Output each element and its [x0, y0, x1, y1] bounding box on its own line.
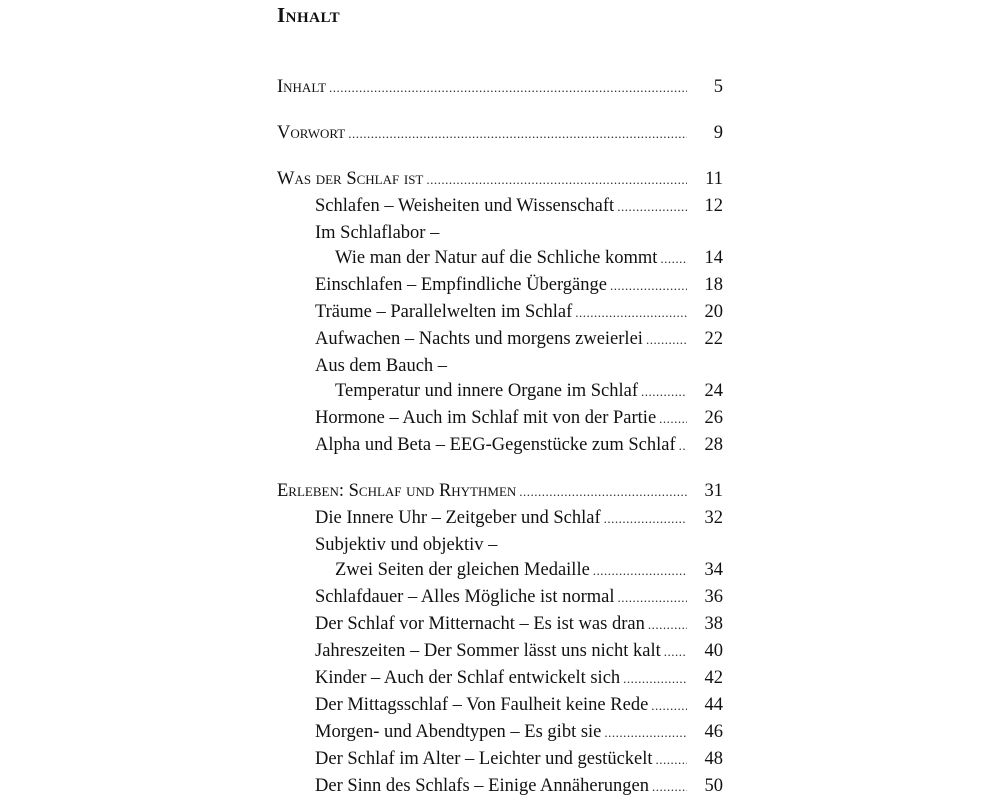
toc-page-number: 38 — [704, 614, 723, 634]
leader-dots — [618, 584, 687, 611]
toc-entry[interactable] — [277, 746, 723, 773]
leader-dots — [656, 746, 687, 773]
toc-entry[interactable] — [277, 611, 723, 638]
toc-entry-label: Der Sinn des Schlafs – Einige Annäherungen — [315, 776, 649, 796]
toc-entry-label: Wie man der Natur auf die Schliche kommt — [335, 248, 658, 268]
toc-page-number: 11 — [705, 169, 723, 189]
toc-entry-label: Einschlafen – Empfindliche Übergänge — [315, 275, 607, 295]
toc-entry-label: Aufwachen – Nachts und morgens zweierlei — [315, 329, 643, 349]
toc-entry-label: Hormone – Auch im Schlaf mit von der Partie — [315, 408, 657, 428]
toc-page-number: 32 — [704, 508, 723, 528]
toc-chapter-2[interactable] — [277, 478, 723, 505]
leader-dots — [679, 432, 687, 459]
toc-page-number: 14 — [704, 248, 723, 268]
toc-entry[interactable] — [277, 353, 723, 405]
toc-entry[interactable] — [277, 272, 723, 299]
leader-dots — [659, 405, 687, 432]
toc-page-number: 20 — [704, 302, 723, 322]
toc-page-number: 50 — [704, 776, 723, 796]
toc-chapter-1[interactable] — [277, 166, 723, 193]
table-of-contents — [277, 74, 723, 800]
toc-entry[interactable] — [277, 665, 723, 692]
toc-page-number: 24 — [704, 381, 723, 401]
toc-entry[interactable] — [277, 773, 723, 800]
toc-page-number: 40 — [704, 641, 723, 661]
toc-page-number: 34 — [704, 560, 723, 580]
toc-page-number: 5 — [713, 77, 723, 97]
toc-entry[interactable] — [277, 432, 723, 459]
toc-page-number: 18 — [704, 275, 723, 295]
toc-page-number: 48 — [704, 749, 723, 769]
leader-dots — [604, 719, 687, 746]
toc-page-number: 42 — [704, 668, 723, 688]
toc-page-number: 12 — [704, 196, 723, 216]
toc-entry-label: Temperatur und innere Organe im Schlaf — [335, 381, 638, 401]
toc-entry[interactable] — [277, 638, 723, 665]
toc-entry[interactable] — [277, 193, 723, 220]
page-title: Inhalt — [277, 3, 341, 27]
leader-dots — [575, 299, 687, 326]
toc-chapter-label: Was der Schlaf ist — [277, 169, 424, 189]
leader-dots — [646, 326, 687, 353]
toc-entry-label: Schlafdauer – Alles Mögliche ist normal — [315, 587, 615, 607]
toc-entry[interactable] — [277, 326, 723, 353]
toc-entry[interactable] — [277, 299, 723, 326]
toc-page-number: 36 — [704, 587, 723, 607]
toc-page-number: 46 — [704, 722, 723, 742]
toc-page-number: 9 — [713, 123, 723, 143]
toc-entry-label: Jahreszeiten – Der Sommer lässt uns nicht kalt — [315, 641, 661, 661]
toc-entry[interactable] — [277, 719, 723, 746]
toc-entry-label: Zwei Seiten der gleichen Medaille — [335, 560, 590, 580]
toc-page-number: 31 — [704, 481, 723, 501]
leader-dots — [519, 478, 687, 505]
toc-entry-label: Der Schlaf vor Mitternacht – Es ist was dran — [315, 614, 645, 634]
toc-entry-label: Alpha und Beta – EEG-Gegenstücke zum Schlaf — [315, 435, 676, 455]
leader-dots — [623, 665, 687, 692]
toc-entry[interactable] — [277, 532, 723, 584]
leader-dots — [652, 773, 687, 800]
toc-page-number: 44 — [704, 695, 723, 715]
leader-dots — [664, 638, 687, 665]
toc-entry-label: Schlafen – Weisheiten und Wissenschaft — [315, 196, 615, 216]
leader-dots — [348, 120, 687, 147]
leader-dots — [648, 611, 687, 638]
toc-entry-label: Vorwort — [277, 123, 346, 143]
toc-page-number: 28 — [704, 435, 723, 455]
leader-dots — [617, 193, 687, 220]
toc-entry[interactable] — [277, 505, 723, 532]
toc-entry-label: Träume – Parallelwelten im Schlaf — [315, 302, 573, 322]
leader-dots — [329, 74, 687, 101]
toc-entry[interactable] — [277, 405, 723, 432]
toc-entry-label: Morgen- und Abendtypen – Es gibt sie — [315, 722, 602, 742]
leader-dots — [660, 245, 687, 272]
toc-entry-label: Der Schlaf im Alter – Leichter und gestückelt — [315, 749, 653, 769]
leader-dots — [604, 505, 687, 532]
leader-dots — [610, 272, 687, 299]
leader-dots — [593, 557, 687, 584]
toc-entry-inhalt[interactable] — [277, 74, 723, 101]
toc-page-number: 22 — [704, 329, 723, 349]
toc-entry-label: Inhalt — [277, 77, 327, 97]
toc-entry-label: Kinder – Auch der Schlaf entwickelt sich — [315, 668, 621, 688]
toc-entry[interactable] — [277, 584, 723, 611]
toc-entry-first-line: Aus dem Bauch – — [315, 356, 448, 376]
leader-dots — [651, 692, 687, 719]
toc-entry[interactable] — [277, 220, 723, 272]
toc-entry-label: Die Innere Uhr – Zeitgeber und Schlaf — [315, 508, 601, 528]
leader-dots — [641, 378, 687, 405]
toc-entry-first-line: Subjektiv und objektiv – — [315, 535, 498, 555]
toc-page-number: 26 — [704, 408, 723, 428]
leader-dots — [426, 166, 687, 193]
toc-entry[interactable] — [277, 692, 723, 719]
toc-entry-first-line: Im Schlaflabor – — [315, 223, 440, 243]
toc-entry-label: Der Mittagsschlaf – Von Faulheit keine Rede — [315, 695, 649, 715]
toc-chapter-label: Erleben: Schlaf und Rhythmen — [277, 481, 517, 501]
toc-entry-vorwort[interactable] — [277, 120, 723, 147]
